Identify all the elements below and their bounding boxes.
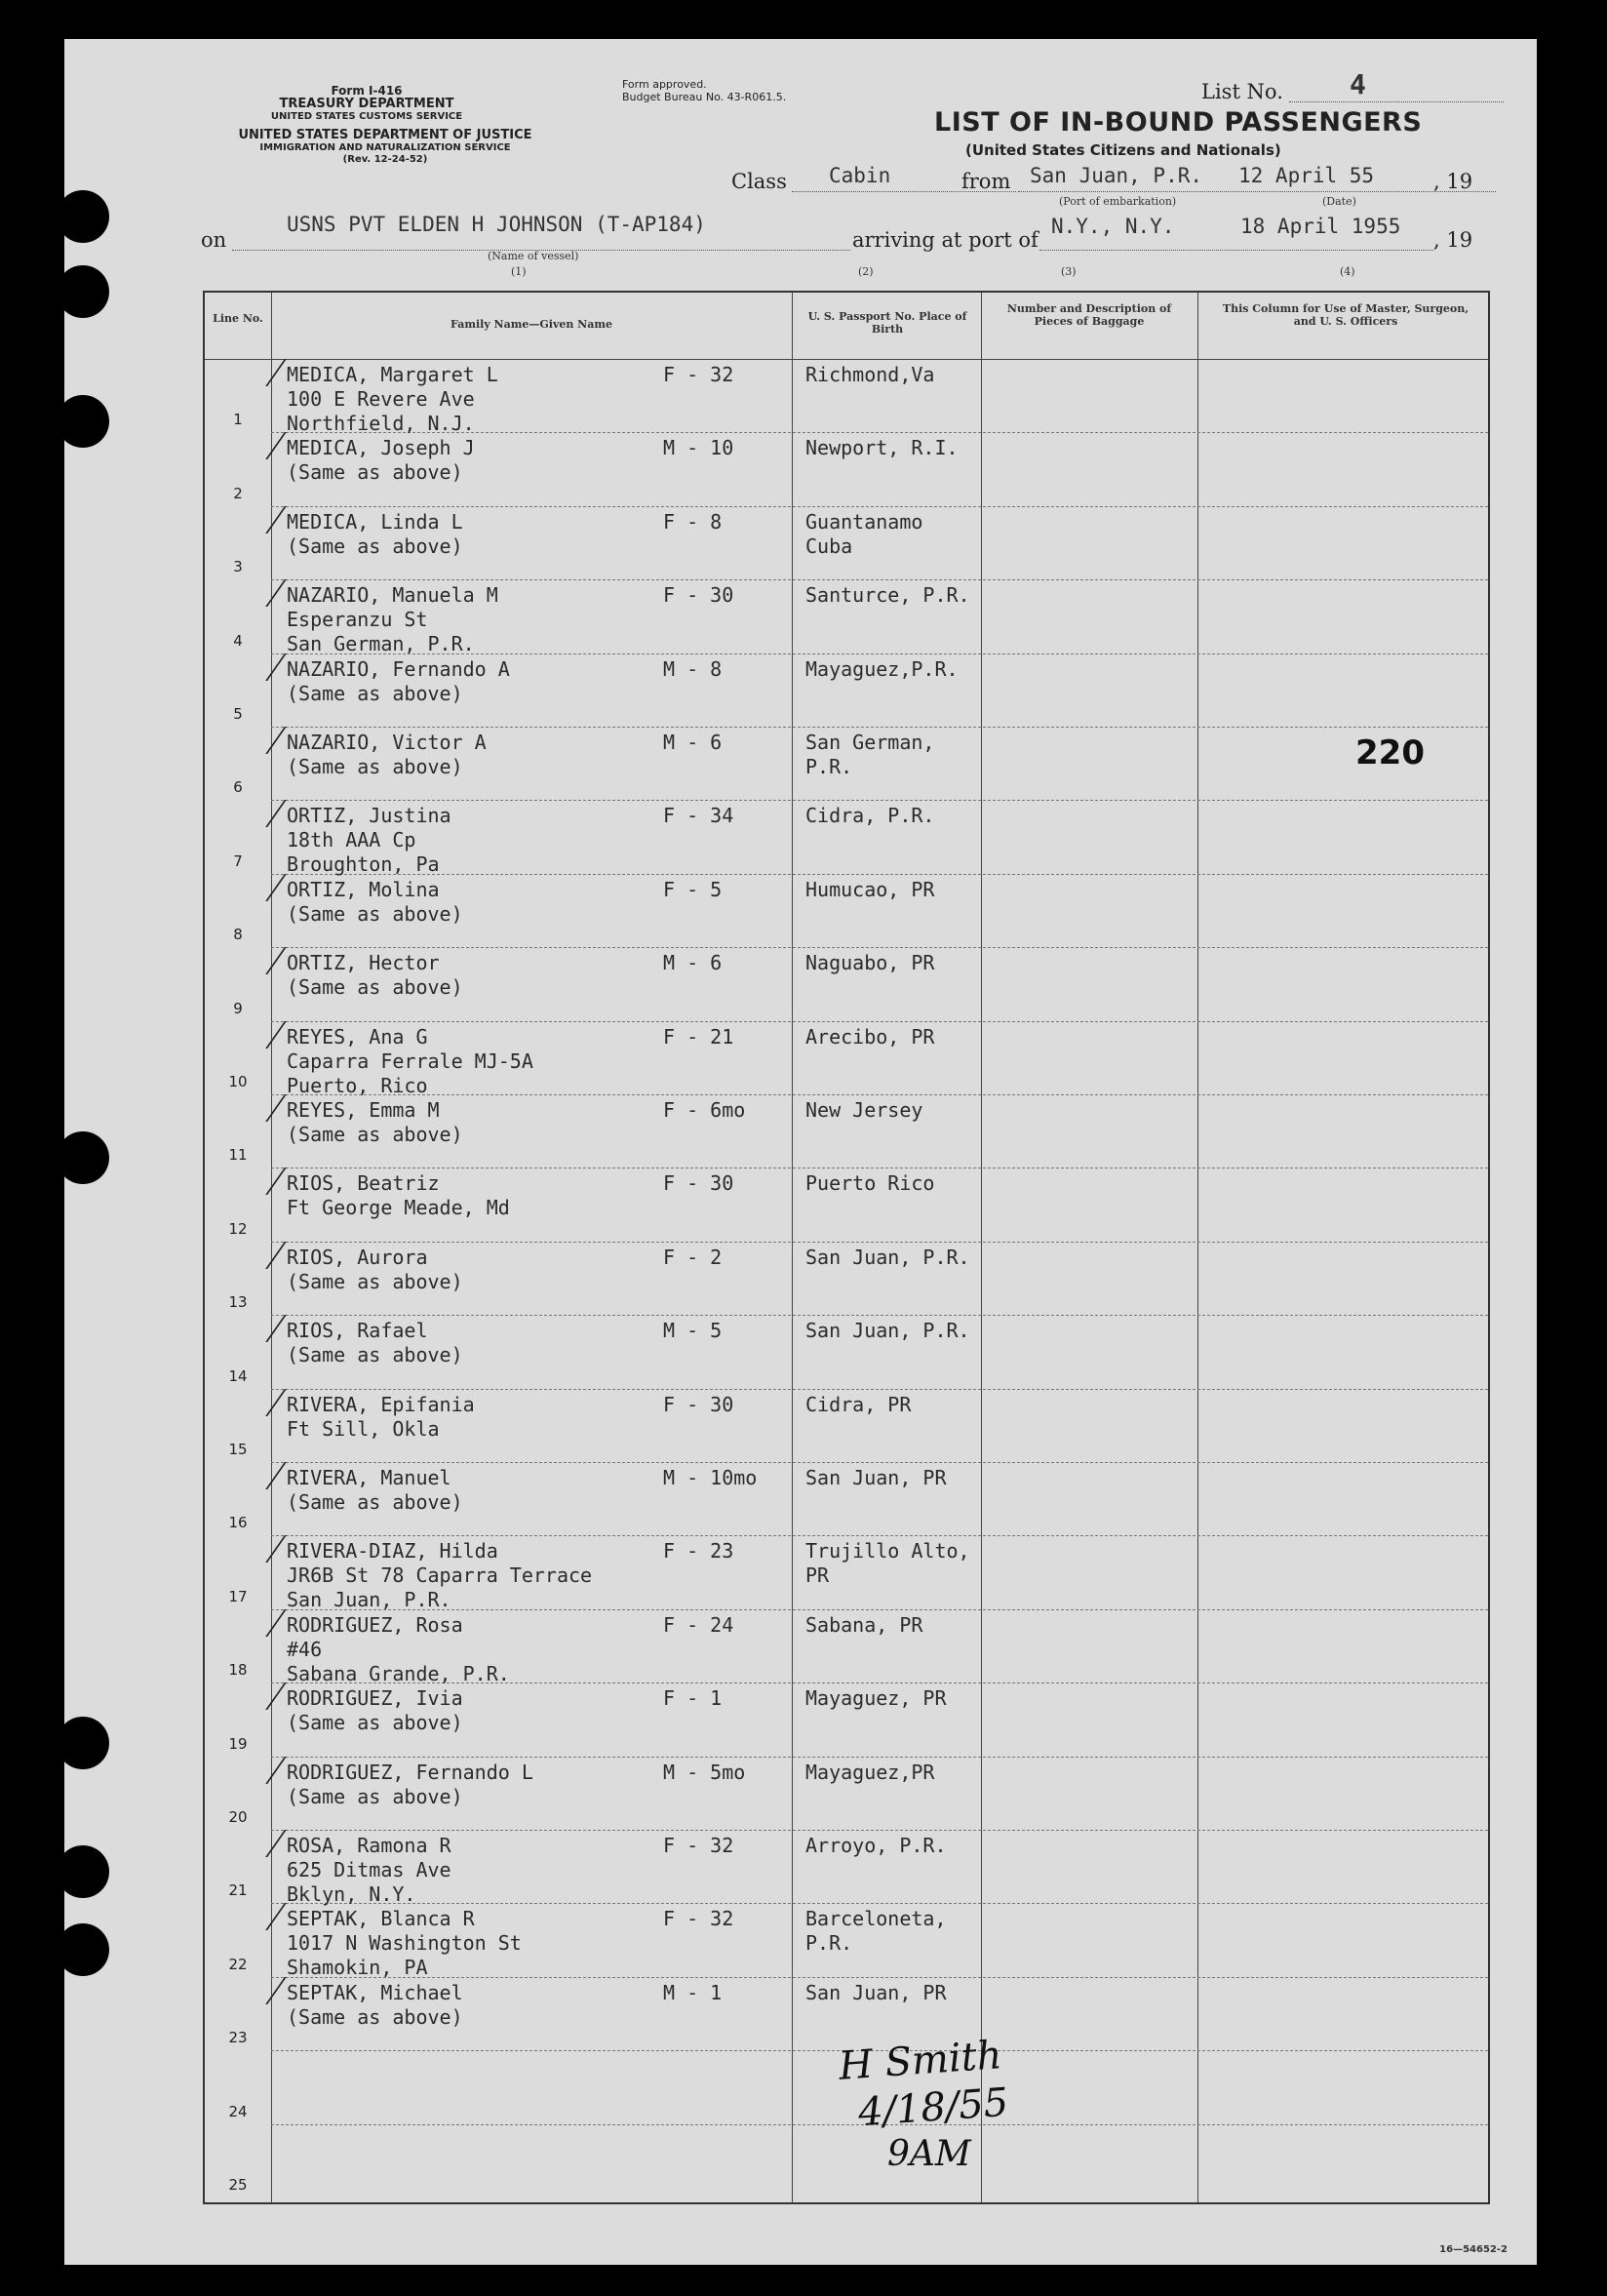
arrival-date: 18 April 1955 (1240, 215, 1401, 238)
passenger-name (287, 878, 463, 927)
birth-line: San Juan, PR (805, 1466, 947, 1489)
on-label: on (201, 228, 227, 252)
binder-hole (57, 1845, 109, 1898)
sex-age: F - 24 (663, 1612, 734, 1637)
list-no-label: List No. (1201, 80, 1283, 103)
sex-age: F - 30 (663, 1392, 734, 1416)
place-of-birth (805, 1686, 947, 1711)
address-line: (Same as above) (287, 1123, 463, 1146)
line-number: 16 (228, 1514, 248, 1532)
address-line: San German, P.R. (287, 632, 475, 656)
family-given-name: MEDICA, Linda L (287, 509, 463, 534)
passenger-name (287, 1393, 475, 1442)
class-label: Class (731, 170, 787, 193)
birth-line: Puerto Rico (805, 1171, 935, 1196)
place-of-birth (805, 1171, 934, 1196)
sex-age: M - 5 (663, 1319, 723, 1343)
arrival-line (1039, 250, 1433, 251)
col-number: (1) (511, 265, 527, 278)
address-line: (Same as above) (287, 1784, 463, 1808)
binder-hole (57, 1717, 109, 1769)
birth-line: Trujillo Alto, (805, 1539, 970, 1564)
arriving-label: arriving at port of (852, 228, 1039, 252)
birth-line: Guantanamo (805, 509, 923, 534)
passenger-table (203, 291, 1490, 2204)
passenger-name (287, 1319, 463, 1367)
family-given-name: RIOS, Aurora (287, 1245, 428, 1269)
family-given-name: RIVERA, Epifania (287, 1392, 475, 1416)
line-number: 11 (228, 1146, 248, 1165)
address-line: 1017 N Washington St (287, 1931, 522, 1956)
row-separator (271, 1462, 1488, 1463)
line-number: 25 (228, 2176, 248, 2194)
row-separator (271, 1535, 1488, 1536)
sex-age: M - 5mo (663, 1760, 746, 1784)
document-title: LIST OF IN-BOUND PASSENGERS (934, 107, 1423, 138)
line-number: 1 (233, 411, 243, 429)
birth-line: Mayaguez, PR (805, 1686, 947, 1711)
count-annotation: 220 (1355, 733, 1425, 772)
row-separator (271, 1389, 1488, 1390)
birth-line: Sabana, PR (805, 1612, 923, 1637)
place-of-birth (805, 436, 959, 460)
from-label: from (961, 170, 1011, 193)
year-suffix: , 19 (1433, 228, 1473, 252)
row-separator (271, 1021, 1488, 1022)
line-number: 13 (228, 1293, 248, 1312)
signature: H Smith (837, 2033, 1003, 2089)
birth-line: PR (805, 1564, 830, 1588)
birth-line: New Jersey (805, 1098, 923, 1122)
family-given-name: RODRIGUEZ, Fernando L (287, 1760, 533, 1784)
place-of-birth (805, 1098, 922, 1123)
row-separator (271, 1903, 1488, 1904)
address-line: (Same as above) (287, 1343, 463, 1367)
place-of-birth (805, 1246, 970, 1270)
sex-age: M - 8 (663, 656, 723, 681)
address-line: (Same as above) (287, 1711, 463, 1735)
list-no-value: 4 (1350, 68, 1366, 100)
address-line: Esperanzu St (287, 608, 428, 632)
passenger-name (287, 1466, 463, 1515)
line-number: 19 (228, 1734, 248, 1753)
family-given-name: ROSA, Ramona R (287, 1834, 451, 1857)
sex-age: M - 6 (663, 951, 723, 975)
passenger-name (287, 436, 475, 485)
sex-age: M - 6 (663, 731, 723, 754)
family-given-name: ORTIZ, Justina (287, 804, 451, 828)
sex-age: M - 1 (663, 1980, 723, 2004)
port-caption: (Port of embarkation) (1059, 195, 1177, 208)
header-rule (205, 359, 1488, 360)
line-number: 5 (233, 705, 243, 723)
form-approval: Form approved. Budget Bureau No. 43-R061.5. (622, 78, 787, 103)
sex-age: F - 23 (663, 1539, 734, 1564)
line-number: 14 (228, 1366, 248, 1385)
address-line: Ft George Meade, Md (287, 1196, 510, 1220)
family-given-name: ORTIZ, Hector (287, 951, 440, 975)
line-number: 7 (233, 851, 243, 870)
from-date: 12 April 55 (1238, 164, 1375, 187)
passenger-name (287, 657, 510, 706)
binder-hole (57, 1923, 109, 1976)
address-line: (Same as above) (287, 755, 463, 778)
from-line (1018, 191, 1496, 192)
line-number: 23 (228, 2029, 248, 2047)
line-number: 10 (228, 1073, 248, 1090)
passenger-name (287, 804, 451, 877)
family-given-name: RODRIGUEZ, Rosa (287, 1612, 463, 1637)
row-separator (271, 579, 1488, 580)
binder-hole (57, 190, 109, 243)
row-separator (271, 1757, 1488, 1758)
sex-age: F - 30 (663, 1171, 734, 1196)
line-number: 17 (228, 1587, 248, 1605)
address-line: (Same as above) (287, 1269, 463, 1293)
col-header-line-no: Line No. (213, 312, 263, 325)
family-given-name: REYES, Ana G (287, 1024, 428, 1049)
vessel-caption: (Name of vessel) (488, 250, 579, 262)
birth-line: Richmond,Va (805, 363, 935, 386)
passenger-name (287, 363, 498, 436)
birth-line: Cidra, P.R. (805, 804, 935, 828)
sex-age: M - 10 (663, 436, 734, 460)
birth-line: Barceloneta, (805, 1907, 947, 1931)
place-of-birth (805, 1907, 947, 1956)
line-number: 20 (228, 1808, 248, 1826)
row-separator (271, 1830, 1488, 1831)
passenger-name (287, 1098, 463, 1147)
sex-age: F - 2 (663, 1245, 723, 1269)
place-of-birth (805, 363, 934, 387)
birth-line: Cuba (805, 534, 853, 558)
address-line: Puerto, Rico (287, 1073, 428, 1097)
family-given-name: NAZARIO, Victor A (287, 731, 487, 754)
address-line: Shamokin, PA (287, 1956, 428, 1980)
passenger-name (287, 1761, 533, 1809)
sex-age: F - 32 (663, 363, 734, 386)
col-number: (4) (1340, 265, 1355, 278)
line-number: 22 (228, 1955, 248, 1973)
place-of-birth (805, 804, 934, 828)
family-given-name: RODRIGUEZ, Ivia (287, 1686, 463, 1711)
address-line: (Same as above) (287, 2004, 463, 2029)
line-number: 12 (228, 1219, 248, 1238)
line-number: 15 (228, 1441, 248, 1458)
document-subtitle: (United States Citizens and Nationals) (965, 141, 1281, 159)
passenger-name (287, 583, 498, 656)
birth-line: Mayaguez,PR (805, 1760, 935, 1784)
class-value: Cabin (829, 164, 891, 187)
passenger-name (287, 731, 487, 779)
birth-line: Cidra, PR (805, 1392, 912, 1416)
list-no-line (1289, 101, 1504, 102)
place-of-birth (805, 1025, 934, 1049)
line-number: 3 (233, 558, 243, 576)
family-given-name: ORTIZ, Molina (287, 877, 440, 901)
place-of-birth (805, 878, 934, 902)
binder-hole (57, 395, 109, 448)
sex-age: F - 8 (663, 509, 723, 534)
place-of-birth (805, 1466, 947, 1490)
birth-line: Santurce, P.R. (805, 583, 970, 608)
row-separator (271, 506, 1488, 507)
col-number: (2) (858, 265, 874, 278)
row-separator (271, 800, 1488, 801)
address-line: San Juan, P.R. (287, 1588, 451, 1612)
passenger-name (287, 1613, 510, 1686)
passenger-name (287, 1171, 510, 1220)
family-given-name: RIVERA, Manuel (287, 1466, 451, 1489)
birth-line: P.R. (805, 1931, 853, 1956)
document-page (64, 39, 1537, 2265)
birth-line: San Juan, P.R. (805, 1245, 970, 1269)
family-given-name: NAZARIO, Manuela M (287, 583, 498, 608)
sex-age: F - 30 (663, 583, 734, 608)
line-number: 21 (228, 1881, 248, 1900)
col-header-officers: This Column for Use of Master, Surgeon, and U. S. Officers (1222, 302, 1470, 328)
passenger-name (287, 1246, 463, 1294)
address-line: 100 E Revere Ave (287, 387, 475, 411)
place-of-birth (805, 1761, 934, 1785)
footer-code: 16—54652-2 (1439, 2244, 1508, 2255)
birth-line: San German, (805, 731, 935, 754)
form-header: Form I-416 TREASURY DEPARTMENT UNITED STATES CUSTOMS SERVICE (270, 84, 463, 122)
signature-time: 9AM (887, 2134, 971, 2174)
place-of-birth (805, 951, 934, 975)
address-line: (Same as above) (287, 460, 463, 485)
line-number: 6 (233, 778, 243, 797)
vessel-name: USNS PVT ELDEN H JOHNSON (T-AP184) (287, 213, 706, 236)
line-number: 18 (228, 1661, 248, 1680)
sex-age: F - 21 (663, 1024, 734, 1049)
from-port: San Juan, P.R. (1030, 164, 1203, 187)
address-line: Northfield, N.J. (287, 412, 475, 435)
family-given-name: RIOS, Beatriz (287, 1171, 440, 1196)
passenger-name (287, 1025, 533, 1098)
family-given-name: MEDICA, Joseph J (287, 436, 475, 460)
row-separator (271, 1242, 1488, 1243)
address-line: Caparra Ferrale MJ-5A (287, 1049, 533, 1073)
col-header-name: Family Name—Given Name (451, 318, 612, 331)
sex-age: M - 10mo (663, 1466, 758, 1489)
place-of-birth (805, 1319, 970, 1343)
address-line: (Same as above) (287, 901, 463, 926)
family-given-name: SEPTAK, Michael (287, 1980, 463, 2004)
address-line: (Same as above) (287, 975, 463, 1000)
address-line: Bklyn, N.Y. (287, 1882, 416, 1906)
place-of-birth (805, 1539, 970, 1588)
passenger-name (287, 1981, 463, 2030)
place-of-birth (805, 510, 922, 559)
passenger-name (287, 1907, 522, 1980)
passenger-name (287, 951, 463, 1000)
family-given-name: RIOS, Rafael (287, 1319, 428, 1343)
birth-line: P.R. (805, 755, 853, 778)
row-separator (271, 1315, 1488, 1316)
department-header: UNITED STATES DEPARTMENT OF JUSTICE IMMIGRATION AND NATURALIZATION SERVICE (Rev. 12-24-52) (238, 128, 532, 165)
birth-line: Arecibo, PR (805, 1024, 935, 1049)
sex-age: F - 32 (663, 1834, 734, 1857)
address-line: Ft Sill, Okla (287, 1416, 440, 1441)
col-header-passport: U. S. Passport No. Place of Birth (807, 310, 967, 336)
line-number: 2 (233, 484, 243, 502)
binder-hole (57, 265, 109, 318)
birth-line: Arroyo, P.R. (805, 1834, 947, 1857)
birth-line: Mayaguez,P.R. (805, 656, 959, 681)
address-line: JR6B St 78 Caparra Terrace (287, 1564, 593, 1588)
place-of-birth (805, 583, 970, 608)
passenger-name (287, 1834, 451, 1907)
birth-line: San Juan, P.R. (805, 1319, 970, 1343)
family-given-name: RIVERA-DIAZ, Hilda (287, 1539, 498, 1564)
sex-age: F - 5 (663, 877, 723, 901)
arrival-port: N.Y., N.Y. (1051, 215, 1175, 238)
place-of-birth (805, 1834, 947, 1858)
sex-age: F - 34 (663, 804, 734, 828)
address-line: #46 (287, 1637, 323, 1661)
year-suffix: , 19 (1433, 170, 1473, 193)
line-number: 4 (233, 631, 243, 650)
sex-age: F - 32 (663, 1907, 734, 1931)
address-line: 625 Ditmas Ave (287, 1858, 451, 1881)
sex-age: F - 1 (663, 1686, 723, 1711)
birth-line: San Juan, PR (805, 1980, 947, 2004)
date-caption: (Date) (1322, 195, 1356, 208)
place-of-birth (805, 1393, 911, 1417)
birth-line: Humucao, PR (805, 877, 935, 901)
place-of-birth (805, 657, 959, 682)
address-line: (Same as above) (287, 681, 463, 705)
signature-date: 4/18/55 (856, 2079, 1010, 2136)
address-line: 18th AAA Cp (287, 828, 416, 852)
address-line: (Same as above) (287, 1490, 463, 1514)
col-header-baggage: Number and Description of Pieces of Baggage (1006, 302, 1172, 328)
line-number: 24 (228, 2102, 248, 2120)
birth-line: Newport, R.I. (805, 436, 959, 460)
row-separator (271, 947, 1488, 948)
address-line: Broughton, Pa (287, 852, 440, 877)
family-given-name: MEDICA, Margaret L (287, 363, 498, 386)
place-of-birth (805, 1981, 947, 2005)
family-given-name: NAZARIO, Fernando A (287, 656, 510, 681)
address-line: (Same as above) (287, 534, 463, 558)
place-of-birth (805, 1613, 922, 1638)
passenger-name (287, 1539, 592, 1612)
family-given-name: REYES, Emma M (287, 1098, 440, 1122)
sex-age: F - 6mo (663, 1098, 746, 1122)
binder-hole (57, 1131, 109, 1184)
row-separator (271, 874, 1488, 875)
passenger-name (287, 1686, 463, 1735)
row-separator (271, 727, 1488, 728)
family-given-name: SEPTAK, Blanca R (287, 1907, 475, 1931)
line-number: 9 (233, 999, 243, 1017)
birth-line: Naguabo, PR (805, 951, 935, 975)
line-number: 8 (233, 926, 243, 944)
passenger-name (287, 510, 463, 559)
col-number: (3) (1061, 265, 1077, 278)
place-of-birth (805, 731, 934, 779)
address-line: Sabana Grande, P.R. (287, 1661, 510, 1685)
